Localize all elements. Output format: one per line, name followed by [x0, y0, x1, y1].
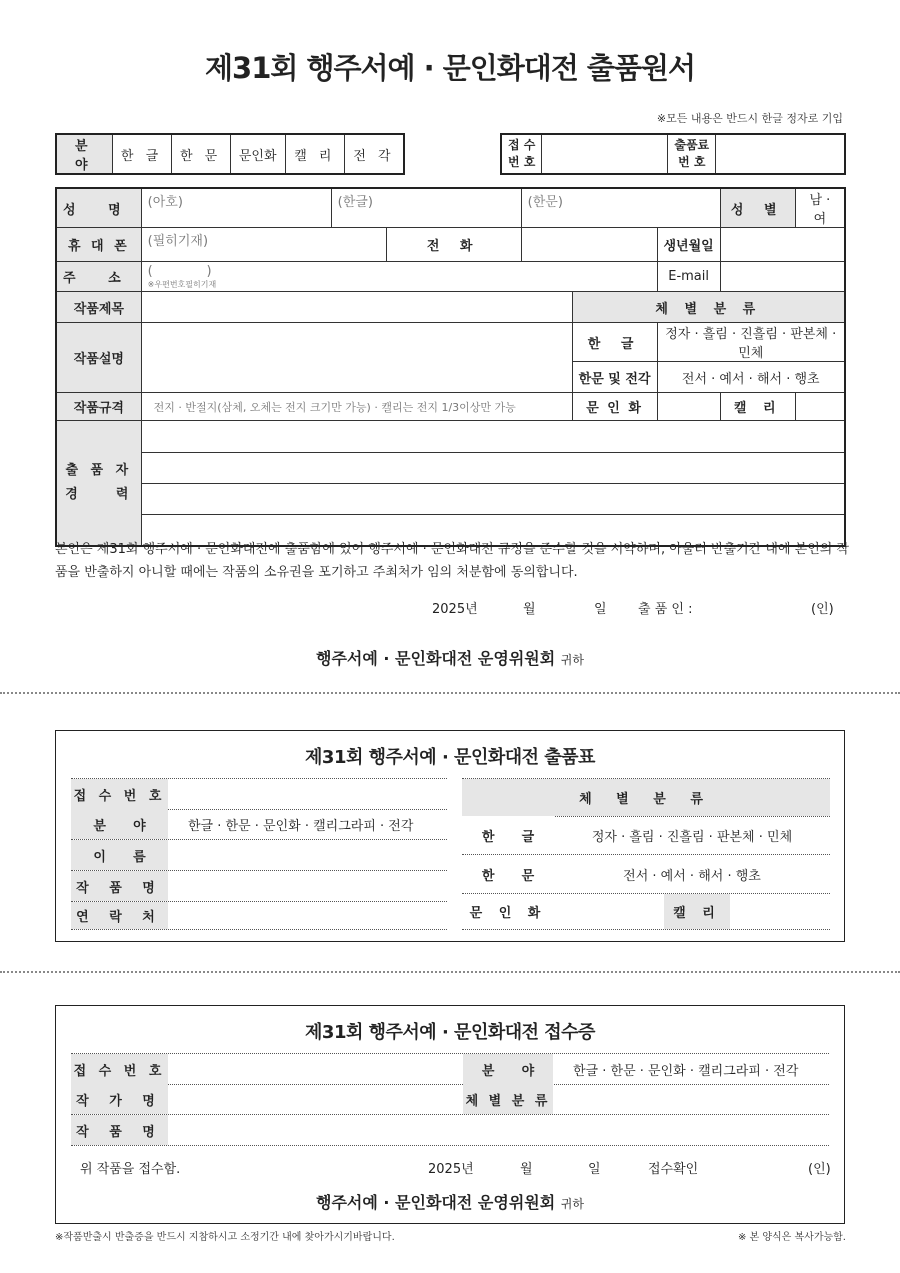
- receipt-style-label: 체 별 분 류: [463, 1084, 553, 1114]
- name-ho-field[interactable]: (아호): [141, 188, 331, 228]
- name-hanja-field[interactable]: (한문): [521, 188, 720, 228]
- office-use-table: [500, 133, 846, 175]
- entry-fee-no-label: 출품료 번 호: [668, 134, 716, 174]
- work-desc-label: 작품설명: [56, 323, 141, 393]
- receipt-style-field[interactable]: [553, 1084, 829, 1114]
- field-option-munin[interactable]: 문인화: [230, 134, 285, 174]
- sign-seal: (인): [811, 602, 834, 617]
- receipt-field-label: 분 야: [463, 1054, 553, 1084]
- munin-label: 문 인 화: [572, 393, 657, 421]
- org-suffix: 귀하: [560, 653, 584, 667]
- field-option-hanmun[interactable]: 한 문: [171, 134, 230, 174]
- ticket-hangul-label: 한 글: [462, 816, 554, 854]
- receipt-author-field[interactable]: [168, 1084, 463, 1114]
- field-option-calli[interactable]: 캘 리: [285, 134, 344, 174]
- sign-month: 월: [523, 602, 536, 617]
- address-zip-hint: ( ): [147, 264, 212, 279]
- pledge-text: 본인은 제31회 행주서예 · 문인화대전에 출품함에 있어 행주서예 · 문인화대전 규정을 준수할 것을 서약하며, 아울러 반출기간 내에 본인의 작품을 반출하지 아니할 때에는 작품의 소유권을 포기하고 주최처가 임의 처분함에 동의합니다.: [55, 542, 850, 580]
- name-label: 성 명: [56, 188, 141, 228]
- ticket-hangul-row: [462, 816, 830, 855]
- receipt-day: 일: [588, 1162, 601, 1177]
- receipt-org-name: 행주서예 · 문인화대전 운영위원회: [316, 1193, 556, 1212]
- ticket-field-value[interactable]: 한글 · 한문 · 문인화 · 캘리그라피 · 전각: [188, 818, 414, 834]
- address-label: 주 소: [56, 262, 141, 292]
- receipt-row-3: [71, 1115, 829, 1146]
- receipt-reception-field[interactable]: [168, 1054, 463, 1084]
- work-title-label: 작품제목: [56, 292, 141, 323]
- gender-label: 성 별: [720, 188, 795, 228]
- work-title-field[interactable]: [141, 292, 572, 323]
- ticket-name-label: 이 름: [71, 840, 168, 870]
- munin-field[interactable]: [657, 393, 720, 421]
- gender-field[interactable]: 남 · 여: [795, 188, 845, 228]
- ticket-work-row: [71, 871, 447, 902]
- ticket-name-row: [71, 840, 447, 871]
- field-option-jeongak[interactable]: 전 각: [344, 134, 404, 174]
- ticket-style-header-row: [462, 778, 830, 817]
- cut-line-1: [0, 692, 900, 694]
- reception-no-field[interactable]: [542, 134, 668, 174]
- phone-label: 전 화: [386, 228, 521, 262]
- receipt-seal: (인): [808, 1162, 831, 1177]
- sign-day: 일: [594, 602, 607, 617]
- birth-label: 생년월일: [657, 228, 720, 262]
- ticket-calli-label: 캘 리: [664, 894, 730, 929]
- field-label: 분 야: [56, 134, 112, 174]
- mobile-field[interactable]: (필히기재): [141, 228, 386, 262]
- hanmun-style-label: 한문 및 전각: [572, 362, 657, 393]
- ticket-work-label: 작 품 명: [71, 871, 168, 901]
- footer-right-note: ※ 본 양식은 복사가능함.: [737, 1232, 846, 1243]
- hangul-style-options[interactable]: 정자 · 흘림 · 진흘림 · 판본체 · 민체: [657, 323, 845, 362]
- receipt-title: 제31회 행주서예 · 문인화대전 접수증: [305, 1022, 595, 1043]
- ticket-reception-row: [71, 778, 447, 810]
- receipt-org-suffix: 귀하: [560, 1197, 584, 1211]
- page-title: 제31회 행주서예 · 문인화대전 출품원서: [205, 51, 695, 85]
- receipt-work-field[interactable]: [168, 1115, 829, 1145]
- work-desc-field[interactable]: [141, 323, 572, 393]
- sign-applicant-label: 출 품 인 :: [638, 602, 693, 617]
- birth-field[interactable]: [720, 228, 845, 262]
- ticket-hanmun-styles[interactable]: 전서 · 예서 · 해서 · 행초: [623, 868, 761, 884]
- ticket-contact-label: 연 락 처: [71, 902, 168, 929]
- application-table: [55, 187, 846, 547]
- note-top: ※모든 내용은 반드시 한글 정자로 기입: [656, 112, 843, 125]
- hangul-style-label: 한 글: [572, 323, 657, 362]
- receipt-received-text: 위 작품을 접수함.: [80, 1162, 181, 1177]
- name-hangul-field[interactable]: (한글): [331, 188, 521, 228]
- career-line-3[interactable]: [141, 484, 845, 515]
- entry-ticket: [55, 730, 845, 942]
- address-zip-note: ※우편번호필히기재: [147, 280, 217, 289]
- receipt-month: 월: [520, 1162, 533, 1177]
- ticket-field-label: 분 야: [71, 809, 168, 839]
- ticket-calli-field[interactable]: [730, 894, 830, 929]
- phone-field[interactable]: [521, 228, 657, 262]
- ticket-contact-row: [71, 902, 447, 930]
- hanmun-style-options[interactable]: 전서 · 예서 · 해서 · 행초: [657, 362, 845, 393]
- ticket-style-class: 체 별 분 류: [462, 779, 830, 816]
- receipt-card: [55, 1005, 845, 1224]
- ticket-field-row: [71, 809, 447, 840]
- style-class-label: 체 별 분 류: [572, 292, 845, 323]
- ticket-hanmun-row: [462, 855, 830, 894]
- calli-field[interactable]: [795, 393, 845, 421]
- ticket-munin-row: [462, 894, 830, 930]
- ticket-munin-field[interactable]: [554, 894, 664, 929]
- cut-line-2: [0, 971, 900, 973]
- career-label: 출 품 자 경 력: [56, 421, 141, 546]
- receipt-author-label: 작 가 명: [71, 1084, 168, 1114]
- receipt-confirm: 접수확인: [648, 1162, 699, 1177]
- spec-label: 작품규격: [56, 393, 141, 421]
- spec-text: 전지 · 반절지(삼체, 오체는 전지 크기만 가능) · 캘리는 전지 1/3이상만 가능: [141, 393, 572, 421]
- receipt-field-value[interactable]: 한글 · 한문 · 문인화 · 캘리그라피 · 전각: [573, 1063, 799, 1079]
- org-line-1: [0, 646, 900, 669]
- reception-no-label: 접 수 번 호: [501, 134, 542, 174]
- receipt-work-label: 작 품 명: [71, 1115, 168, 1145]
- ticket-title: 제31회 행주서예 · 문인화대전 출품표: [305, 747, 595, 768]
- ticket-hanmun-label: 한 문: [462, 855, 554, 893]
- receipt-year: 2025년: [428, 1162, 474, 1177]
- entry-fee-no-field[interactable]: [716, 134, 845, 174]
- email-field[interactable]: [720, 262, 845, 292]
- sign-year: 2025년: [432, 602, 478, 617]
- career-line-2[interactable]: [141, 453, 845, 484]
- address-field[interactable]: [141, 262, 657, 292]
- ticket-reception-label: 접 수 번 호: [71, 779, 168, 809]
- career-line-1[interactable]: [141, 421, 845, 453]
- email-label: E-mail: [657, 262, 720, 292]
- mobile-label: 휴 대 폰: [56, 228, 141, 262]
- ticket-munin-label: 문 인 화: [462, 894, 554, 929]
- footer-left-note: ※작품반출시 반출증을 반드시 지참하시고 소정기간 내에 찾아가시기바랍니다.: [55, 1232, 395, 1243]
- field-table: [55, 133, 405, 175]
- org-name: 행주서예 · 문인화대전 운영위원회: [316, 649, 556, 668]
- receipt-org-line: [56, 1190, 844, 1213]
- receipt-row-1: [71, 1053, 829, 1085]
- calli-label: 캘 리: [720, 393, 795, 421]
- field-option-hangul[interactable]: 한 글: [112, 134, 171, 174]
- ticket-hangul-styles[interactable]: 정자 · 흘림 · 진흘림 · 판본체 · 민체: [591, 829, 793, 845]
- receipt-row-2: [71, 1084, 829, 1115]
- receipt-reception-label: 접 수 번 호: [71, 1054, 168, 1084]
